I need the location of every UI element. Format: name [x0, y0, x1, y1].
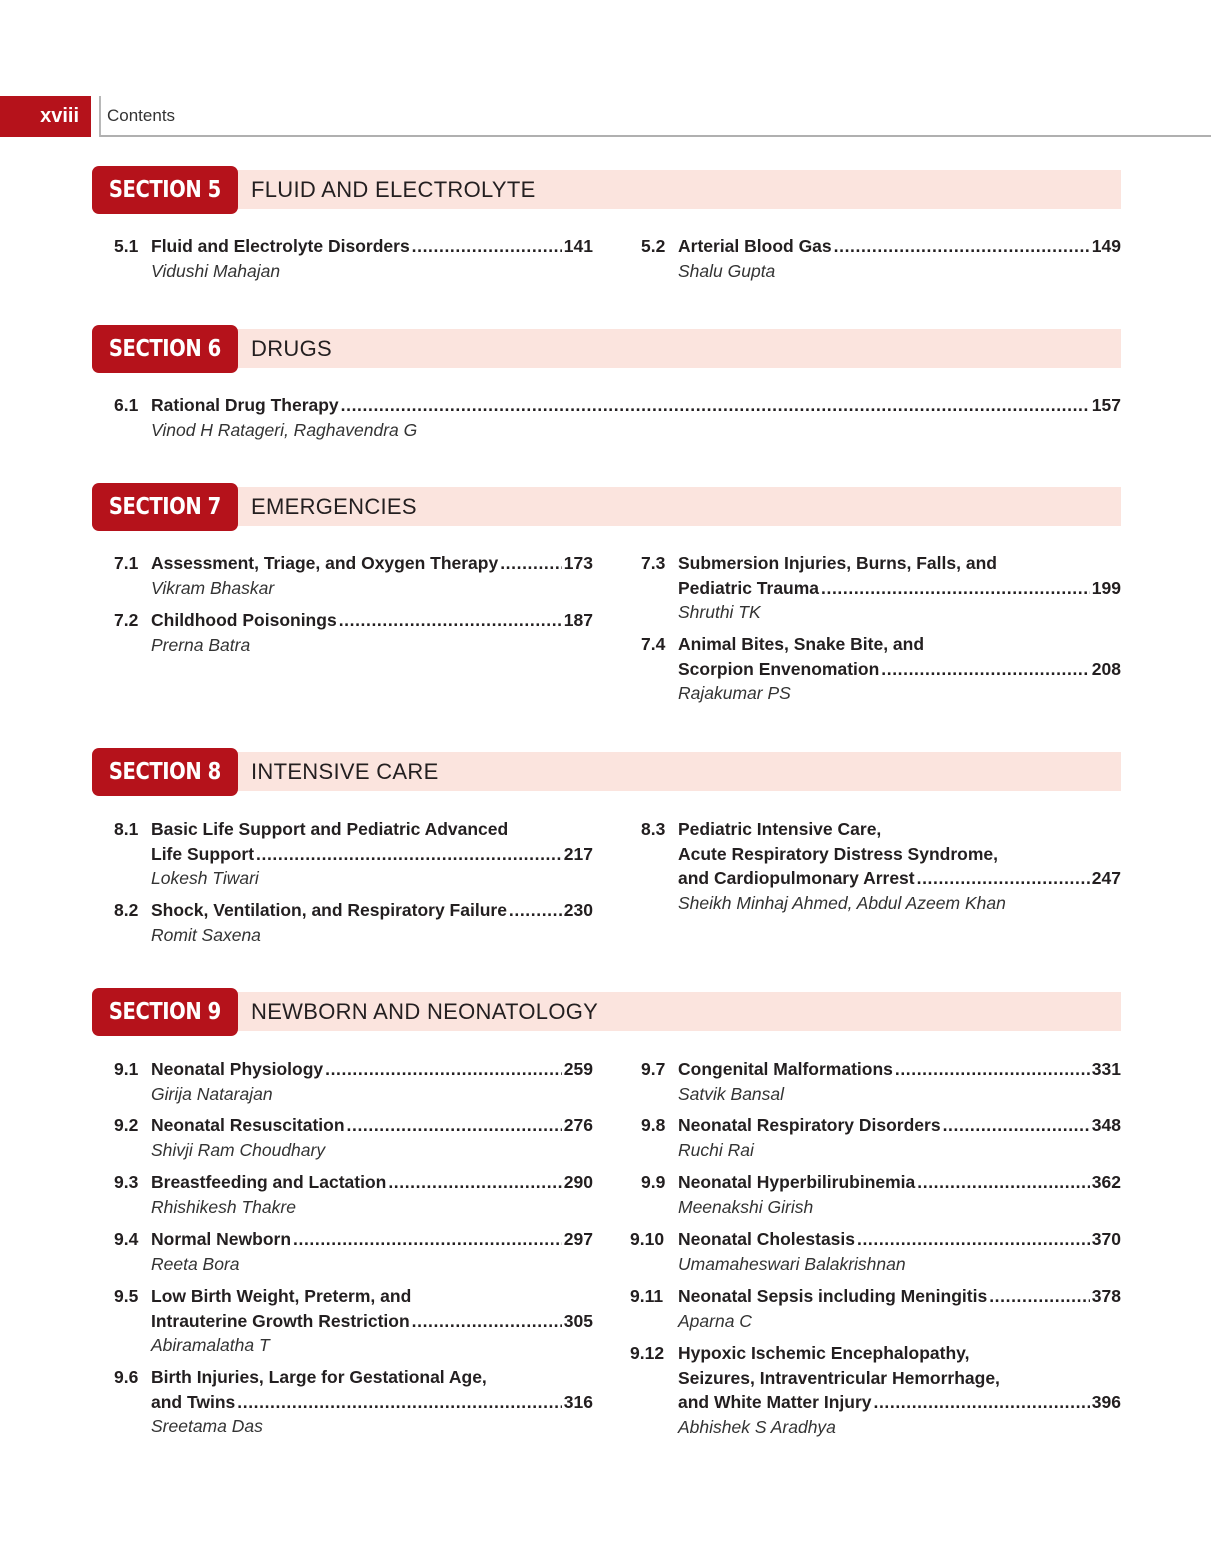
chapter-author: Abhishek S Aradhya — [678, 1416, 836, 1437]
section-badge: SECTION 9 — [92, 988, 238, 1036]
dot-leader — [917, 1170, 1090, 1195]
chapter-author: Sreetama Das — [151, 1416, 263, 1436]
chapter-title-line: Life Support — [151, 843, 255, 864]
chapter-number: 8.3 — [641, 819, 666, 839]
chapter-title: Neonatal Sepsis including Meningitis — [678, 1286, 988, 1306]
chapter-title: Neonatal Cholestasis — [678, 1229, 855, 1249]
chapter-author: Abiramalatha T — [151, 1335, 270, 1355]
chapter-author: Romit Saxena — [151, 924, 261, 945]
page-number: 276 — [563, 1115, 593, 1135]
dot-leader — [293, 1227, 562, 1252]
section-badge: SECTION 8 — [92, 748, 238, 796]
chapter-title-line: Pediatric Trauma — [678, 577, 820, 598]
toc-entry-9-3[interactable] — [114, 1170, 593, 1219]
dot-leader — [256, 842, 562, 867]
chapter-number: 5.2 — [641, 236, 666, 256]
chapter-title-line: and Twins — [151, 1391, 236, 1412]
chapter-title-line: and Cardiopulmonary Arrest — [678, 868, 915, 888]
chapter-title-line: Animal Bites, Snake Bite, and — [678, 634, 925, 654]
chapter-title: Normal Newborn — [151, 1229, 292, 1249]
chapter-title: Arterial Blood Gas — [678, 236, 832, 256]
dot-leader — [834, 234, 1090, 259]
chapter-number: 9.7 — [641, 1059, 666, 1079]
chapter-title: Neonatal Physiology — [151, 1059, 324, 1079]
chapter-author: Umamaheswari Balakrishnan — [678, 1253, 906, 1274]
chapter-number: 7.1 — [114, 553, 139, 573]
chapter-number: 9.2 — [114, 1115, 139, 1135]
dot-leader — [412, 1309, 562, 1334]
page-number: 208 — [1091, 658, 1121, 679]
header-divider — [99, 96, 101, 137]
chapter-title-line: Basic Life Support and Pediatric Advanced — [151, 819, 509, 839]
chapter-number: 9.6 — [114, 1367, 139, 1387]
toc-entry-8-1[interactable] — [114, 817, 593, 891]
chapter-author: Reeta Bora — [151, 1253, 240, 1274]
dot-leader — [943, 1113, 1090, 1138]
chapter-title: Neonatal Resuscitation — [151, 1115, 345, 1135]
chapter-number: 8.1 — [114, 819, 139, 839]
chapter-number: 9.9 — [641, 1172, 666, 1192]
header-rule — [100, 135, 1211, 137]
dot-leader — [339, 608, 562, 633]
chapter-title: Neonatal Respiratory Disorders — [678, 1115, 941, 1135]
chapter-author: Vikram Bhaskar — [151, 577, 275, 598]
dot-leader — [821, 576, 1090, 601]
section-title: NEWBORN AND NEONATOLOGY — [251, 999, 599, 1024]
section-header-7 — [92, 483, 1121, 531]
dot-leader — [917, 866, 1090, 891]
toc-entry-9-5[interactable] — [114, 1284, 593, 1358]
dot-leader — [347, 1113, 562, 1138]
page-number: 141 — [563, 236, 593, 256]
page-number: xviii — [0, 96, 91, 137]
page-number: 199 — [1091, 577, 1121, 598]
chapter-number: 9.11 — [630, 1286, 664, 1306]
page-number: 187 — [563, 610, 593, 630]
toc-entry-9-4[interactable] — [114, 1227, 593, 1276]
section-badge: SECTION 5 — [92, 166, 238, 214]
section-header-9 — [92, 988, 1121, 1036]
page-number: 362 — [1091, 1172, 1121, 1192]
running-head: Contents — [107, 106, 176, 125]
dot-leader — [857, 1227, 1090, 1252]
dot-leader — [881, 657, 1090, 682]
chapter-title-line: Low Birth Weight, Preterm, and — [151, 1286, 412, 1306]
page-number: 217 — [563, 843, 593, 864]
chapter-title-line: Intrauterine Growth Restriction — [151, 1310, 410, 1331]
toc-entry-5-2[interactable] — [641, 234, 1121, 283]
page-number: 297 — [563, 1229, 593, 1249]
chapter-author: Vinod H Ratageri, Raghavendra G — [151, 419, 418, 440]
chapter-author: Rajakumar PS — [678, 683, 791, 703]
chapter-title-line: Birth Injuries, Large for Gestational Age, — [151, 1367, 487, 1387]
page-header — [0, 96, 1214, 138]
page-number: 259 — [563, 1059, 593, 1079]
chapter-number: 9.10 — [630, 1229, 665, 1249]
page-number: 173 — [563, 553, 593, 573]
page-number: 149 — [1091, 236, 1121, 256]
toc-entry-7-4[interactable] — [641, 632, 1121, 706]
toc-entry-7-2[interactable] — [114, 608, 593, 657]
chapter-author: Girija Natarajan — [151, 1083, 273, 1104]
dot-leader — [500, 551, 562, 576]
chapter-author: Shivji Ram Choudhary — [151, 1139, 326, 1160]
chapter-title: Fluid and Electrolyte Disorders — [151, 236, 410, 256]
chapter-title: Breastfeeding and Lactation — [151, 1172, 387, 1192]
toc-entry-9-2[interactable] — [114, 1113, 593, 1162]
chapter-number: 7.3 — [641, 553, 666, 573]
chapter-author: Lokesh Tiwari — [151, 868, 259, 888]
toc-entry-6-1[interactable] — [114, 393, 1121, 442]
toc-entry-9-10[interactable] — [630, 1227, 1121, 1276]
section-title: FLUID AND ELECTROLYTE — [251, 177, 536, 202]
toc-entry-9-7[interactable] — [641, 1057, 1121, 1106]
chapter-number: 7.4 — [641, 634, 666, 654]
dot-leader — [388, 1170, 561, 1195]
chapter-title: Neonatal Hyperbilirubinemia — [678, 1172, 916, 1192]
toc-entry-5-1[interactable] — [114, 234, 593, 283]
page-number: 348 — [1091, 1115, 1121, 1135]
chapter-title: Congenital Malformations — [678, 1059, 893, 1079]
page-number: 157 — [1091, 395, 1121, 415]
page-number: 230 — [563, 900, 593, 920]
section-header-8 — [92, 748, 1121, 796]
chapter-author: Rhishikesh Thakre — [151, 1196, 296, 1217]
toc-entry-7-3[interactable] — [641, 551, 1121, 625]
toc-entry-8-3[interactable] — [641, 817, 1121, 915]
section-bar — [232, 329, 1121, 368]
chapter-title-line: Submersion Injuries, Burns, Falls, and — [678, 553, 997, 573]
chapter-author: Prerna Batra — [151, 634, 251, 655]
chapter-number: 9.12 — [630, 1343, 665, 1363]
toc-entry-7-1[interactable] — [114, 551, 593, 600]
chapter-author: Meenakshi Girish — [678, 1196, 814, 1217]
chapter-number: 9.3 — [114, 1172, 139, 1192]
toc-entry-9-1[interactable] — [114, 1057, 593, 1106]
dot-leader — [989, 1284, 1090, 1309]
dot-leader — [237, 1390, 562, 1415]
section-header-5 — [92, 166, 1121, 214]
page-number: 378 — [1091, 1286, 1121, 1306]
chapter-title: Childhood Poisonings — [151, 610, 337, 630]
chapter-title-line: Seizures, Intraventricular Hemorrhage, — [678, 1367, 1000, 1388]
toc-entry-9-11[interactable] — [630, 1284, 1121, 1333]
chapter-title-line: Pediatric Intensive Care, — [678, 819, 882, 839]
dot-leader — [341, 393, 1090, 418]
toc-entry-9-6[interactable] — [114, 1365, 593, 1439]
chapter-author: Shalu Gupta — [678, 260, 776, 281]
toc-entry-9-8[interactable] — [641, 1113, 1121, 1162]
section-badge: SECTION 7 — [92, 483, 238, 531]
chapter-title-line: Scorpion Envenomation — [678, 658, 880, 679]
section-title: DRUGS — [251, 336, 332, 361]
dot-leader — [895, 1057, 1090, 1082]
chapter-author: Sheikh Minhaj Ahmed, Abdul Azeem Khan — [678, 892, 1006, 913]
page-number: 331 — [1091, 1059, 1121, 1079]
chapter-title: Assessment, Triage, and Oxygen Therapy — [151, 553, 499, 573]
page-number: 396 — [1091, 1392, 1121, 1412]
dot-leader — [873, 1390, 1089, 1415]
chapter-number: 5.1 — [114, 236, 139, 256]
chapter-title: Shock, Ventilation, and Respiratory Failure — [151, 900, 507, 920]
chapter-title-line: Hypoxic Ischemic Encephalopathy, — [678, 1343, 970, 1363]
chapter-title-line: and White Matter Injury — [678, 1392, 872, 1412]
chapter-author: Aparna C — [678, 1310, 752, 1331]
chapter-number: 6.1 — [114, 395, 139, 415]
chapter-author: Satvik Bansal — [678, 1083, 785, 1104]
dot-leader — [325, 1057, 562, 1082]
page-number: 290 — [563, 1172, 593, 1192]
chapter-number: 9.1 — [114, 1059, 139, 1079]
page-number: 305 — [563, 1310, 593, 1331]
section-title: INTENSIVE CARE — [251, 759, 439, 784]
chapter-title: Rational Drug Therapy — [151, 395, 339, 415]
dot-leader — [412, 234, 562, 259]
chapter-number: 7.2 — [114, 610, 139, 630]
page-number: 316 — [563, 1391, 593, 1412]
chapter-author: Shruthi TK — [678, 602, 761, 622]
chapter-number: 9.8 — [641, 1115, 666, 1135]
section-badge: SECTION 6 — [92, 325, 238, 373]
toc-entry-9-12[interactable] — [630, 1341, 1121, 1439]
chapter-author: Ruchi Rai — [678, 1139, 754, 1160]
chapter-number: 8.2 — [114, 900, 139, 920]
chapter-title-line: Acute Respiratory Distress Syndrome, — [678, 843, 998, 864]
toc-entry-8-2[interactable] — [114, 898, 593, 947]
chapter-number: 9.4 — [114, 1229, 139, 1249]
page-number: 247 — [1091, 868, 1121, 888]
chapter-author: Vidushi Mahajan — [151, 260, 281, 281]
dot-leader — [509, 898, 562, 923]
page-number: 370 — [1091, 1229, 1121, 1249]
section-header-6 — [92, 325, 1121, 373]
section-title: EMERGENCIES — [251, 494, 417, 519]
chapter-number: 9.5 — [114, 1286, 139, 1306]
toc-entry-9-9[interactable] — [641, 1170, 1121, 1219]
